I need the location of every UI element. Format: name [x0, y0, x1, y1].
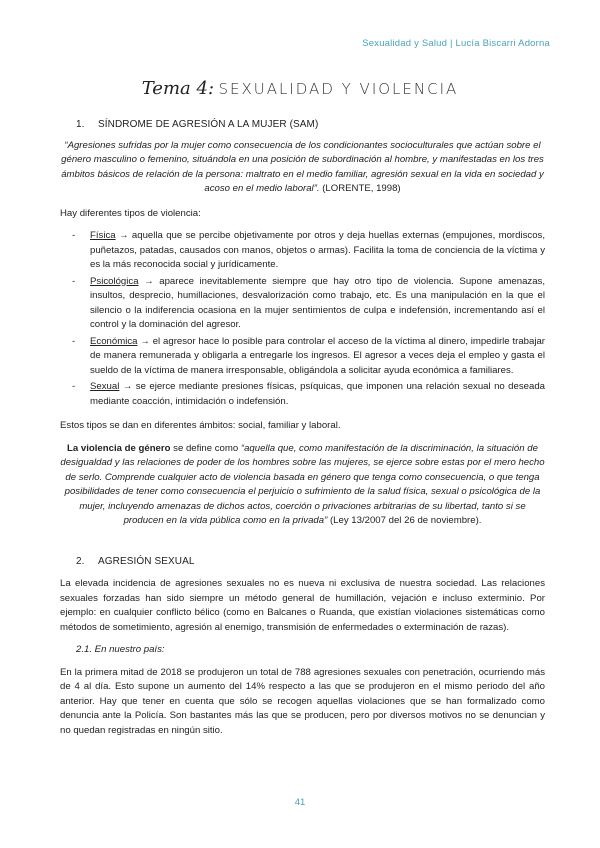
section-2-paragraph: La elevada incidencia de agresiones sexuales no es nueva ni exclusiva de nuestra sociedad. Las relaciones sexuales forzadas han sido siempre un método general de humillación, vejación e incluso exterminio. Por ejemplo: en cualquier conflicto bélico (como en Balcanes o Ruanda, que existían violaciones sistemáticas como métodos de sometimiento, agresión al enemigo, transmisión de enfermedades o exterminación de razas). [60, 578, 545, 633]
list-item [90, 275, 545, 333]
section-2-number: 2. [76, 555, 85, 567]
section-1-number: 1. [76, 119, 85, 130]
subsection-heading: 2.1. En nuestro país: [76, 644, 165, 655]
type-text: → aparece inevitablemente siempre que hay otro tipo de violencia. Supone amenazas, insultos, desprecio, humillaciones, desvalorización como trabajo, etc. Es una manipulación en la que el silencio o la indiferencia ocasiona en la mujer sentimientos de culpa e indefensión, incrementando así el control y la dominación del agresor. [90, 275, 545, 330]
running-header: Sexualidad y Salud | Lucía Biscarri Adorna [362, 38, 550, 49]
sam-quote-text: “Agresiones sufridas por la mujer como consecuencia de los condicionantes socioculturales que actúan sobre el género masculino o femenino, situándola en una posición de subordinación al hombre, y manifestadas en los tres ámbitos básicos de relación de la persona: maltrato en el medio familiar, agresión sexual en la vida en sociedad y acoso en el medio laboral”. [61, 139, 544, 194]
type-text: → se ejerce mediante presiones físicas, psíquicas, que imponen una relación sexual no deseada mediante coacción, intimidación o indefensión. [90, 381, 545, 407]
type-label: Psicológica [90, 275, 139, 287]
type-text: → el agresor hace lo posible para controlar el acceso de la víctima al dinero, impedirle trabajar de manera remunerada y obligarla a entregarle los ingresos. El agresor a veces deja el empleo y gasta el sueldo de la víctima de manera irresponsable, obligándola a solicitar ayuda económica a familiares. [90, 335, 545, 376]
types-intro: Hay diferentes tipos de violencia: [60, 207, 201, 219]
title-subtitle: SEXUALIDAD Y VIOLENCIA [218, 80, 459, 98]
section-1-title: SÍNDROME DE AGRESIÓN A LA MUJER (SAM) [98, 119, 319, 130]
page-number: 41 [294, 797, 306, 808]
subsection-paragraph: En la primera mitad de 2018 se produjeron un total de 788 agresiones sexuales con penetración, ocurriendo más de 4 al día. Esto supone un aumento del 14% respecto a las que se produjeron en el mismo periodo del año anterior. Hay que tener en cuenta que sólo se recogen aquellas violaciones que se han formalizado como denuncia ante la Policía. Son bastantes más las que se producen, pero por diversos motivos no se denuncian y no quedan registradas en ningún sitio. [60, 666, 545, 736]
section-2-heading [76, 555, 545, 570]
list-item [90, 380, 545, 409]
type-label: Económica [90, 335, 138, 347]
type-text: → aquella que se percibe objetivamente por otros y deja huellas externas (empujones, mordiscos, puñetazos, patadas, causados con manos, objetos o armas). Facilita la toma de conciencia de la víctima y es la más reconocida social y jurídicamente. [90, 230, 545, 270]
gender-violence-lead: se define como [170, 442, 241, 454]
gender-violence-term: La violencia de género [67, 442, 171, 454]
gender-violence-cite: (Ley 13/2007 del 26 de noviembre). [327, 515, 482, 526]
violence-types-list [60, 229, 545, 409]
section-1-heading [76, 118, 545, 133]
list-item [90, 335, 545, 379]
type-label: Física [90, 230, 116, 241]
document-body [60, 118, 545, 746]
title-tema: Tema 4: [141, 78, 215, 99]
sam-quote-cite: (LORENTE, 1998) [322, 183, 401, 194]
gender-violence-paragraph [60, 442, 545, 529]
section-2-title: AGRESIÓN SEXUAL [98, 555, 195, 567]
scopes-paragraph: Estos tipos se dan en diferentes ámbitos: social, familiar y laboral. [60, 420, 341, 431]
gender-violence-quote: “aquella que, como manifestación de la discriminación, la situación de desigualdad y las relaciones de poder de los hombres sobre las mujeres, se ejerce sobre estas por el mero hecho de serlo. Comprende cualquier acto de violencia basada en género que tenga como consecuencia, o que tenga posibilidades de tener como consecuencia el perjuicio o sufrimiento de la salud física, sexual o psicológica de la mujer, incluyendo amenazas de dichos actos, coerción o privaciones arbitrarias de su libertad, tanto si se producen en la vida pública como en la privada” [60, 442, 545, 526]
list-item [90, 229, 545, 273]
page-title [0, 78, 600, 99]
type-label: Sexual [90, 381, 120, 392]
sam-quote [60, 139, 545, 197]
